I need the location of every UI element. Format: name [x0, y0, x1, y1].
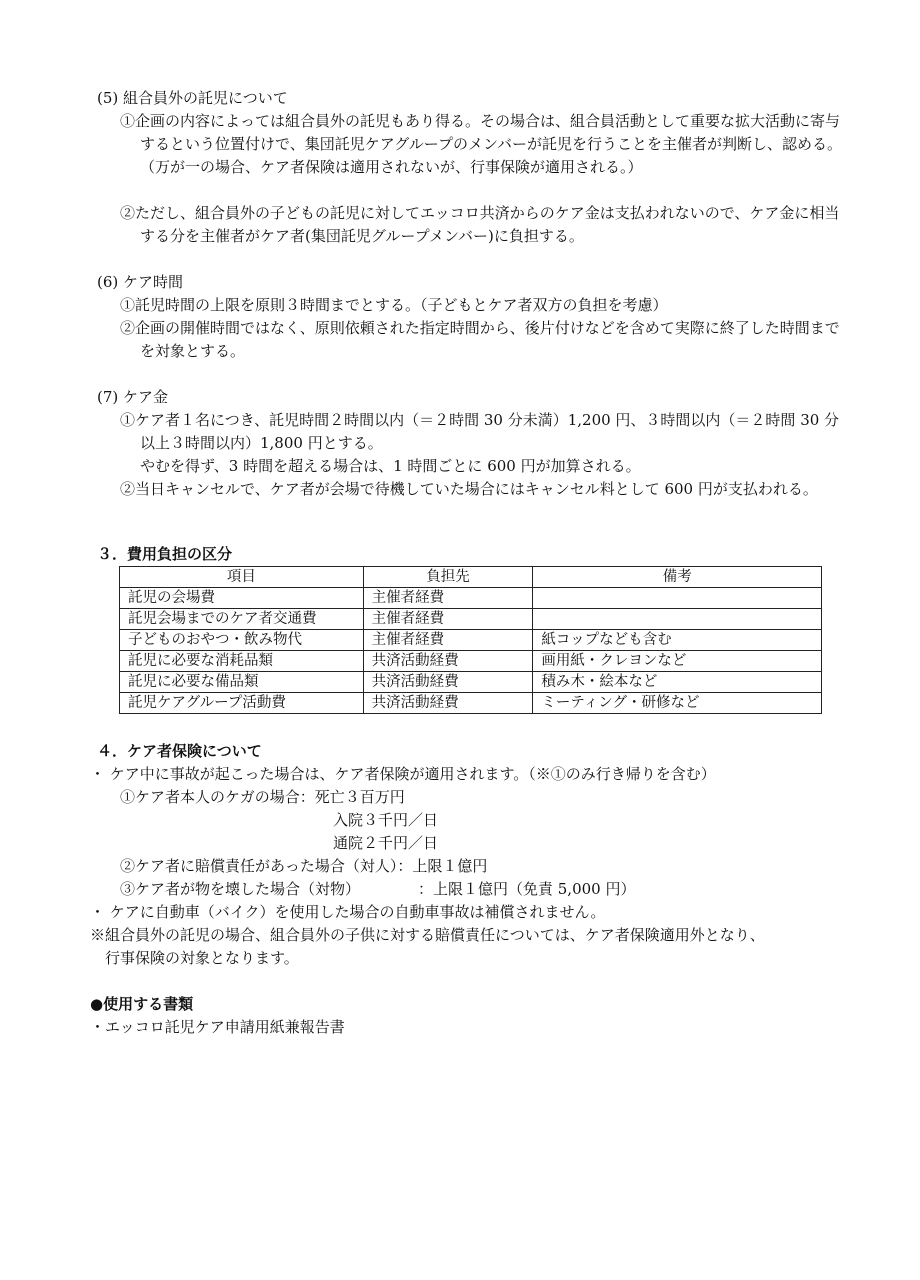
- column-header-remarks: 備考: [533, 567, 822, 588]
- cell-remarks: 紙コップなども含む: [533, 630, 822, 651]
- cell-payer: 主催者経費: [363, 588, 533, 609]
- table-row: [120, 651, 822, 672]
- table-row: [120, 630, 822, 651]
- cell-item: 託児の会場費: [120, 588, 364, 609]
- cell-payer: 共済活動経費: [363, 651, 533, 672]
- insurance-line-liability-property: ③ケア者が物を壊した場合（対物）: [120, 880, 361, 898]
- section-6-heading: (6) ケア時間: [97, 273, 184, 291]
- cell-payer: 主催者経費: [363, 609, 533, 630]
- insurance-line-injury: ①ケア者本人のケガの場合：死亡３百万円: [120, 788, 405, 806]
- cell-item: 託児に必要な消耗品類: [120, 651, 364, 672]
- cell-remarks: [533, 609, 822, 630]
- section-7-item-1-note: やむを得ず、3 時間を超える場合は、1 時間ごとに 600 円が加算される。: [140, 457, 641, 475]
- section-4-heading: ４．ケア者保険について: [97, 742, 262, 760]
- section-3-heading: ３．費用負担の区分: [97, 545, 233, 563]
- table-row: [120, 609, 822, 630]
- cell-payer: 共済活動経費: [363, 672, 533, 693]
- cell-remarks: [533, 588, 822, 609]
- table-row: [120, 672, 822, 693]
- table-header-row: [120, 567, 822, 588]
- insurance-line-hospital: 入院３千円／日: [333, 811, 439, 829]
- section-6-item-1: ①託児時間の上限を原則３時間までとする。（子どもとケア者双方の負担を考慮）: [120, 296, 668, 314]
- cell-remarks: 画用紙・クレヨンなど: [533, 651, 822, 672]
- column-header-item: 項目: [120, 567, 364, 588]
- cell-remarks: 積み木・絵本など: [533, 672, 822, 693]
- cell-item: 託児ケアグループ活動費: [120, 693, 364, 714]
- insurance-line-outpatient: 通院２千円／日: [333, 834, 439, 852]
- insurance-line-liability-property-limit: ：上限１億円（免責 5,000 円）: [418, 880, 636, 898]
- cell-payer: 主催者経費: [363, 630, 533, 651]
- section-5-item-2: ②ただし、組合員外の子どもの託児に対してエッコロ共済からのケア金は支払われないので、ケア金に相当する分を主催者がケア者(集団託児グループメンバー)に負担する。: [120, 204, 840, 245]
- cell-remarks: ミーティング・研修など: [533, 693, 822, 714]
- section-5-heading: (5) 組合員外の託児について: [97, 89, 288, 107]
- section-7-item-2: ②当日キャンセルで、ケア者が会場で待機していた場合にはキャンセル料として 600 円が支払われる。: [120, 480, 818, 498]
- section-7-item-1: ①ケア者１名につき、託児時間２時間以内（＝２時間 30 分未満）1,200 円、３時間以内（＝２時間 30 分以上３時間以内）1,800 円とする。: [120, 411, 840, 452]
- documents-heading: ●使用する書類: [90, 995, 194, 1013]
- section-6-item-2: ②企画の開催時間ではなく、原則依頼された指定時間から、後片付けなどを含めて実際に終了した時間までを対象とする。: [120, 319, 840, 360]
- cost-sharing-table: [119, 566, 822, 714]
- section-5-item-1: ①企画の内容によっては組合員外の託児もあり得る。その場合は、組合員活動として重要な拡大活動に寄与するという位置付けで、集団託児ケアグループのメンバーが託児を行うことを主催者が判断し、認める。（万が一の場合、ケア者保険は適用されないが、行事保険が適用される。）: [120, 112, 843, 176]
- table-row: [120, 693, 822, 714]
- table-row: [120, 588, 822, 609]
- section-7-heading: (7) ケア金: [97, 388, 169, 406]
- documents-item: ・エッコロ託児ケア申請用紙兼報告書: [90, 1018, 345, 1036]
- cell-item: 託児会場までのケア者交通費: [120, 609, 364, 630]
- cell-item: 託児に必要な備品類: [120, 672, 364, 693]
- insurance-bullet-2: ・ ケアに自動車（バイク）を使用した場合の自動車事故は補償されません。: [90, 903, 606, 921]
- insurance-note-line-2: 行事保険の対象となります。: [105, 949, 299, 967]
- cell-item: 子どものおやつ・飲み物代: [120, 630, 364, 651]
- insurance-bullet-1: ・ ケア中に事故が起こった場合は、ケア者保険が適用されます。（※①のみ行き帰りを含む）: [90, 765, 716, 783]
- column-header-payer: 負担先: [363, 567, 533, 588]
- cell-payer: 共済活動経費: [363, 693, 533, 714]
- insurance-note-line-1: ※組合員外の託児の場合、組合員外の子供に対する賠償責任については、ケア者保険適用外となり、: [90, 926, 765, 944]
- insurance-line-liability-person: ②ケア者に賠償責任があった場合（対人）：上限１億円: [120, 857, 488, 875]
